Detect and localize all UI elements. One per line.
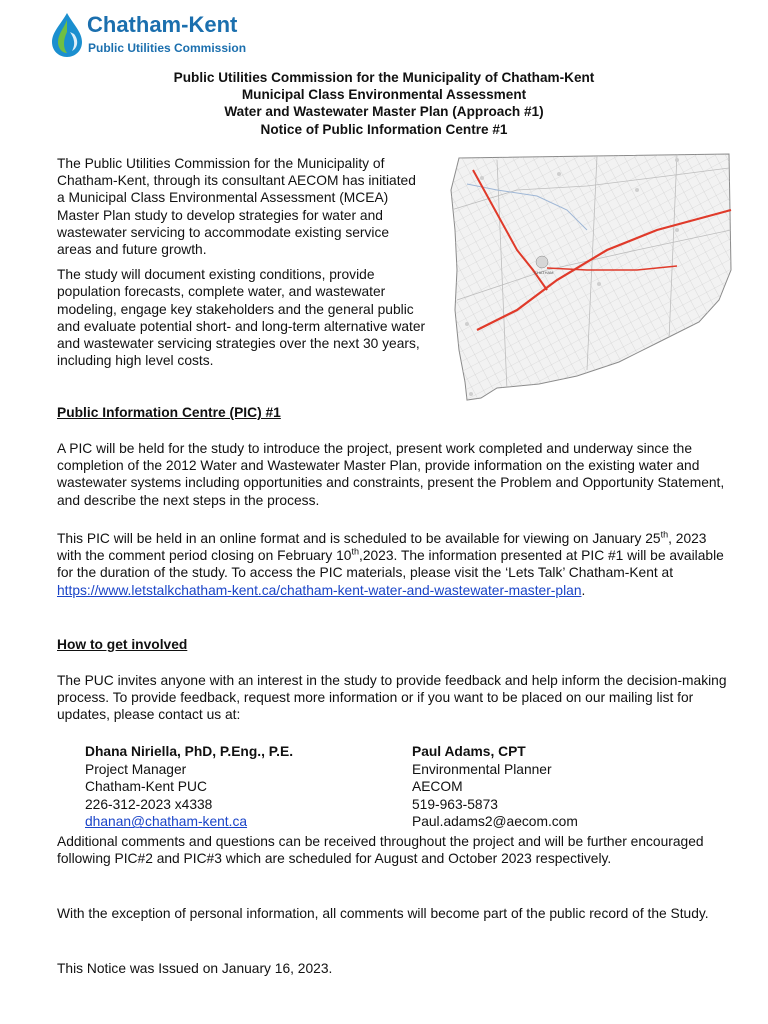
pic-p2-part-a: This PIC will be held in an online format and is scheduled to be available for viewing on January 25	[57, 531, 661, 546]
pic-heading-text: Public Information Centre (PIC) #1	[57, 405, 281, 420]
pic-paragraph-2	[57, 530, 729, 599]
contact-2-name: Paul Adams, CPT	[412, 744, 526, 759]
contact-1-role: Project Manager	[85, 761, 187, 777]
map-label-chatham: CHATHAM	[534, 270, 554, 275]
pic-p2-part-c: ,2023. The information presented at PIC #1 will be available for the duration of the study. To access the PIC materials, please visit the ‘Lets Talk’ Chatham-Kent at	[57, 548, 724, 581]
contact-1-phone: 226-312-2023 x4338	[85, 796, 213, 812]
chatham-kent-logo	[50, 10, 270, 60]
pic-p2-end: .	[581, 582, 586, 598]
intro-section	[57, 155, 427, 377]
pic-p2-part-b: , 2023 with the comment period closing on February 10	[57, 531, 707, 564]
letstalk-link[interactable]: https://www.letstalkchatham-kent.ca/chatham-kent-water-and-wastewater-master-plan	[57, 582, 582, 598]
title-line-3: Water and Wastewater Master Plan (Approach #1)	[224, 104, 544, 120]
logo-name: Chatham-Kent	[87, 12, 238, 37]
closing-paragraph-1: Additional comments and questions can be received throughout the project and will be further encouraged following PIC#2 and PIC#3 which are scheduled for August and October 2023 respectively.	[57, 834, 704, 867]
issued-date: This Notice was Issued on January 16, 2023.	[57, 961, 333, 976]
intro-paragraph-1: The Public Utilities Commission for the Municipality of Chatham-Kent, through its consultant AECOM has initiated a Municipal Class Environmental Assessment (MCEA) Master Plan study to develop strategies for water and wastewater servicing to accommodate existing service areas and future growth.	[57, 156, 416, 258]
study-area-map	[437, 150, 735, 402]
title-line-2: Municipal Class Environmental Assessment	[241, 87, 527, 103]
pic-p2-sup-1: th	[660, 529, 669, 540]
involved-heading	[57, 636, 729, 653]
water-drop-icon	[50, 12, 84, 58]
involved-paragraph: The PUC invites anyone with an interest in the study to provide feedback and help inform the decision-making process. To provide feedback, request more information or if you want to be placed on our mailing list for updates, please contact us at:	[57, 673, 727, 723]
contact-card-1	[85, 743, 395, 831]
contact-1-email-link[interactable]: dhanan@chatham-kent.ca	[85, 814, 248, 830]
intro-paragraph-2: The study will document existing conditions, provide population forecasts, complete water, and wastewater modeling, engage key stakeholders and the general public and evaluate potential short- and long-term alternative water and wastewater servicing strategies over the next 30 years, including high level costs.	[57, 267, 426, 369]
title-line-4: Notice of Public Information Centre #1	[260, 121, 508, 137]
contact-2-email: Paul.adams2@aecom.com	[412, 814, 578, 830]
contact-1-org: Chatham-Kent PUC	[85, 779, 207, 795]
contact-card-2	[412, 743, 722, 831]
pic-p2-sup-2: th	[351, 546, 359, 557]
involved-heading-text: How to get involved	[57, 637, 188, 652]
contact-2-org: AECOM	[412, 779, 463, 795]
closing-paragraph-2: With the exception of personal information, all comments will become part of the public record of the Study.	[57, 906, 709, 921]
notice-title	[0, 69, 768, 138]
contact-2-role: Environmental Planner	[412, 761, 552, 777]
pic-paragraph-1: A PIC will be held for the study to introduce the project, present work completed and underway since the completion of the 2012 Water and Wastewater Master Plan, provide information on the existing water and wastewater systems including opportunities and constraints, present the Problem and Opportunity Statement, and describe the next steps in the process.	[57, 441, 725, 508]
logo-subtitle: Public Utilities Commission	[88, 41, 247, 55]
title-line-1: Public Utilities Commission for the Municipality of Chatham-Kent	[173, 70, 595, 85]
pic-heading	[57, 404, 729, 421]
contact-1-name: Dhana Niriella, PhD, P.Eng., P.E.	[85, 744, 294, 759]
contact-2-phone: 519-963-5873	[412, 796, 498, 812]
